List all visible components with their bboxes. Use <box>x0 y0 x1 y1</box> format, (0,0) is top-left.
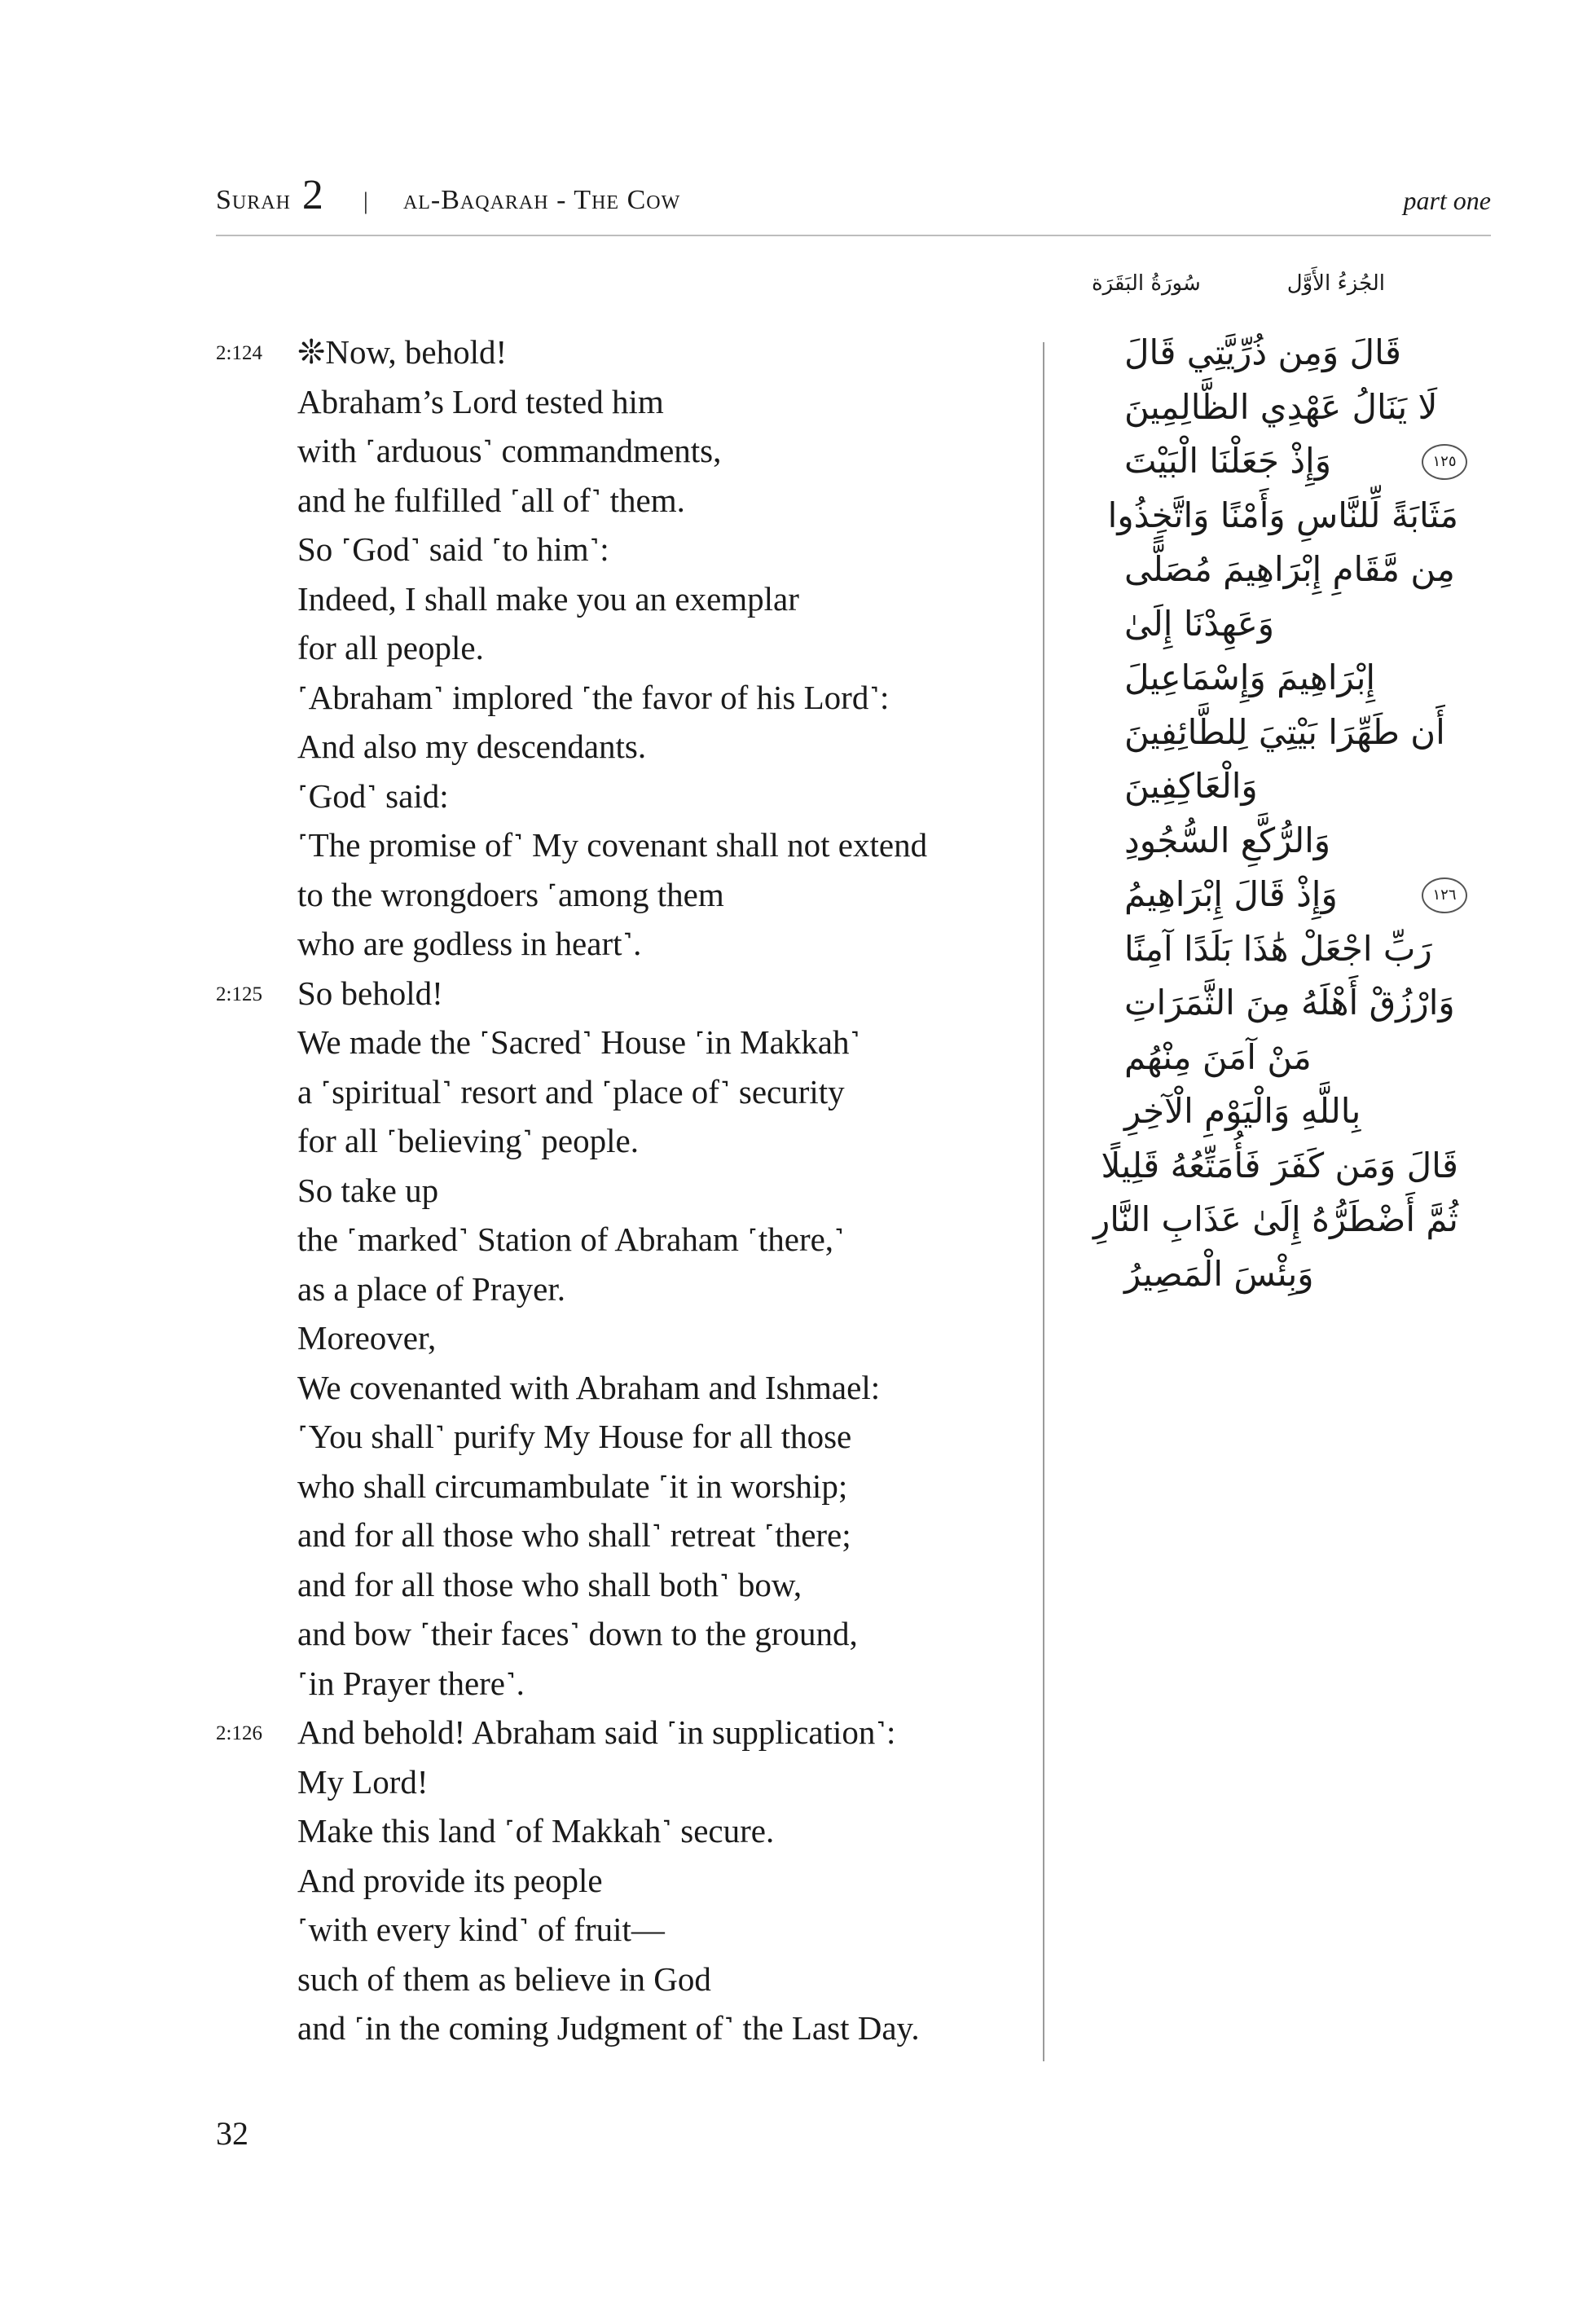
arabic-line <box>1075 543 1458 597</box>
translation-line <box>216 377 1031 427</box>
translation-text: So behold! <box>297 974 443 1012</box>
arabic-line <box>1075 380 1458 435</box>
translation-text: And behold! Abraham said ˹in supplication˺: <box>297 1713 896 1751</box>
translation-text: and bow ˹their faces˺ down to the ground, <box>297 1615 858 1652</box>
arabic-text: قَالَ وَمَن كَفَرَ فَأُمَتِّعُهُ قَلِيلًا <box>1101 1145 1458 1185</box>
translation-text: to the wrongdoers ˹among them <box>297 875 724 913</box>
translation-text: and for all those who shall˺ retreat ˹there; <box>297 1516 851 1554</box>
translation-line <box>216 1757 1031 1807</box>
english-translation-column <box>216 328 1031 2053</box>
page-number: 32 <box>216 2115 248 2152</box>
translation-line <box>216 574 1031 624</box>
translation-line <box>216 1363 1031 1413</box>
translation-line <box>216 2003 1031 2053</box>
surah-label: Surah <box>216 185 291 215</box>
verse-number: 2:125 <box>216 983 262 1005</box>
arabic-header-juz: الجُزءُ الأَوَّل <box>1286 271 1385 296</box>
translation-text: Make this land ˹of Makkah˺ secure. <box>297 1812 775 1849</box>
arabic-text: أَن طَهِّرَا بَيْتِيَ لِلطَّائِفِينَ <box>1124 711 1445 752</box>
translation-text: My Lord! <box>297 1762 429 1801</box>
translation-text: So ˹God˺ said ˹to him˺: <box>297 530 609 568</box>
arabic-text-column <box>1075 326 1458 1301</box>
arabic-text: وَإِذْ جَعَلْنَا الْبَيْتَ <box>1124 441 1332 481</box>
translation-text: ˹You shall˺ purify My House for all those <box>297 1418 852 1455</box>
translation-line <box>216 525 1031 574</box>
arabic-text: وَارْزُقْ أَهْلَهُ مِنَ الثَّمَرَاتِ <box>1124 983 1455 1023</box>
translation-line <box>216 1511 1031 1560</box>
translation-line <box>216 328 1031 377</box>
arabic-line <box>1075 489 1458 543</box>
translation-text: ˹God˺ said: <box>297 776 449 815</box>
translation-line <box>216 1955 1031 2004</box>
translation-text: So take up <box>297 1171 439 1209</box>
arabic-text: قَالَ وَمِن ذُرِّيَّتِي قَالَ <box>1124 332 1401 372</box>
translation-line <box>216 1462 1031 1511</box>
translation-text: ❊Now, behold! <box>297 333 508 371</box>
running-header <box>216 172 1491 228</box>
translation-line <box>216 1905 1031 1955</box>
arabic-line <box>1075 1247 1458 1302</box>
translation-text: for all ˹believing˺ people. <box>297 1122 639 1159</box>
arabic-text: وَإِذْ قَالَ إِبْرَاهِيمُ <box>1124 874 1338 914</box>
translation-line <box>216 1708 1031 1757</box>
arabic-line <box>1075 434 1458 489</box>
translation-line <box>216 870 1031 920</box>
header-separator: | <box>363 187 369 214</box>
arabic-text: بِاللَّهِ وَالْيَوْمِ الْآخِرِ <box>1124 1091 1361 1131</box>
translation-line <box>216 969 1031 1018</box>
arabic-text: رَبِّ اجْعَلْ هَٰذَا بَلَدًا آمِنًا <box>1124 928 1432 969</box>
translation-line <box>216 1856 1031 1906</box>
arabic-text: لَا يَنَالُ عَهْدِي الظَّالِمِينَ <box>1124 386 1438 427</box>
translation-text: Abraham’s Lord tested him <box>297 382 664 420</box>
surah-number: 2 <box>301 172 324 218</box>
translation-line <box>216 1806 1031 1856</box>
translation-line <box>216 1018 1031 1067</box>
translation-text: and he fulfilled ˹all of˺ them. <box>297 481 685 519</box>
arabic-text: مِن مَّقَامِ إِبْرَاهِيمَ مُصَلًّى <box>1124 549 1455 589</box>
verse-number: 2:124 <box>216 342 262 364</box>
translation-text: And provide its people <box>297 1861 603 1899</box>
part-label: part one <box>1403 186 1491 215</box>
arabic-line <box>1075 976 1458 1031</box>
translation-line <box>216 476 1031 526</box>
translation-text: such of them as believe in God <box>297 1959 711 1998</box>
arabic-line <box>1075 326 1458 380</box>
translation-text: with ˹arduous˺ commandments, <box>297 432 722 469</box>
translation-line <box>216 1215 1031 1264</box>
translation-text: a ˹spiritual˺ resort and ˹place of˺ security <box>297 1072 845 1111</box>
translation-text: ˹The promise of˺ My covenant shall not extend <box>297 826 928 864</box>
translation-text: who are godless in heart˺. <box>297 925 642 962</box>
arabic-line <box>1075 1031 1458 1085</box>
arabic-line <box>1075 1193 1458 1247</box>
translation-text: ˹Abraham˺ implored ˹the favor of his Lord˺: <box>297 678 890 716</box>
translation-text: and ˹in the coming Judgment of˺ the Last Day. <box>297 2009 920 2047</box>
arabic-line <box>1075 706 1458 760</box>
translation-line <box>216 1116 1031 1166</box>
translation-line <box>216 820 1031 870</box>
arabic-line <box>1075 597 1458 652</box>
header-rule <box>216 235 1491 236</box>
translation-text: ˹in Prayer there˺. <box>297 1664 525 1702</box>
translation-line <box>216 1166 1031 1216</box>
arabic-line <box>1075 1084 1458 1139</box>
arabic-line <box>1075 1139 1458 1194</box>
arabic-line <box>1075 922 1458 977</box>
translation-line <box>216 426 1031 476</box>
translation-line <box>216 1609 1031 1659</box>
translation-text: and for all those who shall both˺ bow, <box>297 1565 802 1603</box>
translation-line <box>216 1560 1031 1610</box>
translation-text: as a place of Prayer. <box>297 1269 565 1308</box>
verse-number: 2:126 <box>216 1722 262 1744</box>
translation-text: Indeed, I shall make you an exemplar <box>297 579 799 618</box>
arabic-header-surah: سُورَةُ البَقَرَة <box>1092 271 1201 296</box>
translation-text: We made the ˹Sacred˺ House ˹in Makkah˺ <box>297 1023 861 1061</box>
arabic-text: وَالْعَاكِفِينَ <box>1124 766 1258 806</box>
arabic-line <box>1075 759 1458 814</box>
ayah-marker: ١٢٥ <box>1422 444 1467 480</box>
translation-line <box>216 772 1031 821</box>
arabic-text: ثُمَّ أَضْطَرُّهُ إِلَىٰ عَذَابِ النَّارِ <box>1093 1199 1458 1239</box>
arabic-running-header <box>1092 259 1385 308</box>
arabic-line <box>1075 814 1458 869</box>
translation-line <box>216 1659 1031 1709</box>
translation-text: the ˹marked˺ Station of Abraham ˹there,˺ <box>297 1220 845 1258</box>
translation-line <box>216 623 1031 673</box>
translation-line <box>216 673 1031 723</box>
column-divider <box>1043 342 1044 2061</box>
arabic-text: وَعَهِدْنَا إِلَىٰ <box>1124 603 1275 644</box>
translation-line <box>216 722 1031 772</box>
arabic-line <box>1075 651 1458 706</box>
ayah-marker: ١٢٦ <box>1422 877 1467 913</box>
arabic-text: مَثَابَةً لِّلنَّاسِ وَأَمْنًا وَاتَّخِذُوا <box>1107 495 1458 535</box>
translation-text: for all people. <box>297 629 484 666</box>
arabic-text: مَنْ آمَنَ مِنْهُم <box>1124 1036 1312 1077</box>
translation-text: ˹with every kind˺ of fruit— <box>297 1911 665 1948</box>
translation-line <box>216 919 1031 969</box>
header-left <box>216 172 681 218</box>
translation-text: We covenanted with Abraham and Ishmael: <box>297 1368 881 1406</box>
translation-line <box>216 1412 1031 1462</box>
translation-text: And also my descendants. <box>297 728 647 765</box>
arabic-text: وَبِئْسَ الْمَصِيرُ <box>1124 1253 1314 1294</box>
translation-text: who shall circumambulate ˹it in worship; <box>297 1467 848 1505</box>
arabic-line <box>1075 868 1458 922</box>
translation-line <box>216 1313 1031 1363</box>
arabic-text: وَالرُّكَّعِ السُّجُودِ <box>1124 820 1331 860</box>
translation-line <box>216 1264 1031 1314</box>
translation-line <box>216 1067 1031 1117</box>
surah-title: al-Baqarah - The Cow <box>402 185 681 215</box>
arabic-text: إِبْرَاهِيمَ وَإِسْمَاعِيلَ <box>1124 658 1376 697</box>
translation-text: Moreover, <box>297 1319 437 1357</box>
